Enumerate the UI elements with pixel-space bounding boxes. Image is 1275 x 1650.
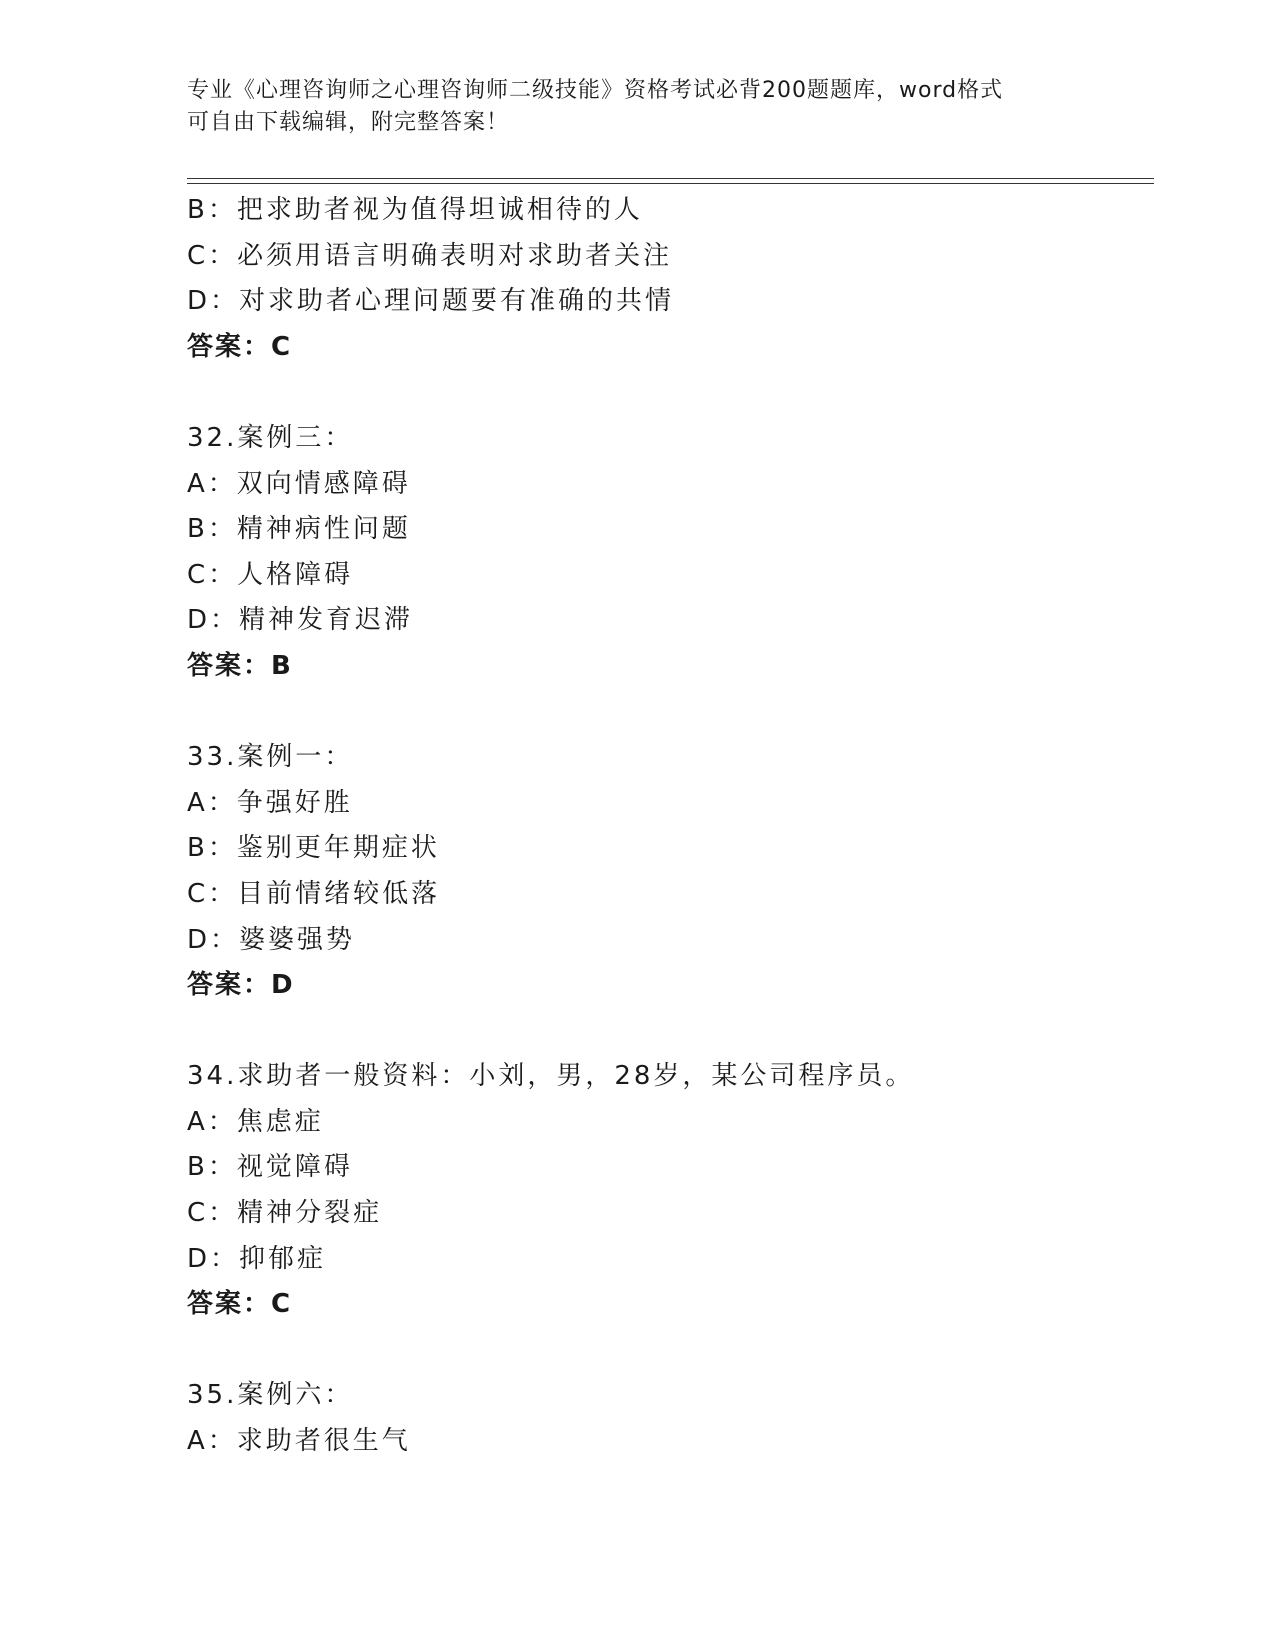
option-d: D：抑郁症 — [187, 1243, 327, 1274]
answer-label: 答案：D — [187, 970, 295, 1001]
option-c: C：目前情绪较低落 — [187, 878, 441, 909]
header-line-2: 可自由下载编辑，附完整答案！ — [187, 110, 510, 135]
answer-label: 答案：B — [187, 650, 293, 681]
answer-label: 答案：C — [187, 1289, 293, 1320]
header-line-1: 专业《心理咨询师之心理咨询师二级技能》资格考试必背200题题库，word格式 — [187, 78, 1004, 103]
question-list — [187, 188, 1147, 1465]
option-b: B：把求助者视为值得坦诚相待的人 — [187, 195, 643, 225]
spacer — [187, 1328, 1147, 1374]
option-d: D：婆婆强势 — [187, 924, 356, 955]
question-block — [187, 1373, 1147, 1464]
option-d: D：对求助者心理问题要有准确的共情 — [187, 286, 675, 317]
spacer — [187, 1009, 1147, 1055]
question-title: 35.案例六： — [187, 1380, 354, 1411]
option-c: C：人格障碍 — [187, 559, 354, 590]
option-a: A：焦虑症 — [187, 1106, 324, 1137]
option-c: C：精神分裂症 — [187, 1198, 383, 1229]
question-title: 32.案例三： — [187, 422, 354, 453]
question-title: 34.求助者一般资料：小刘，男，28岁，某公司程序员。 — [187, 1061, 915, 1092]
question-block — [187, 1054, 1147, 1328]
header-divider-top — [187, 178, 1154, 179]
option-b: B：精神病性问题 — [187, 514, 411, 545]
question-title: 33.案例一： — [187, 742, 354, 773]
option-d: D：精神发育迟滞 — [187, 605, 414, 636]
option-a: A：求助者很生气 — [187, 1426, 411, 1457]
option-b: B：鉴别更年期症状 — [187, 833, 440, 864]
question-block — [187, 735, 1147, 1009]
spacer — [187, 370, 1147, 416]
question-block — [187, 188, 1147, 370]
option-b: B：视觉障碍 — [187, 1152, 353, 1183]
document-header — [187, 75, 1087, 139]
option-a: A：争强好胜 — [187, 787, 353, 818]
header-divider-bottom — [187, 183, 1154, 184]
answer-label: 答案：C — [187, 331, 293, 362]
spacer — [187, 690, 1147, 736]
option-c: C：必须用语言明确表明对求助者关注 — [187, 240, 673, 271]
question-block — [187, 416, 1147, 690]
option-a: A：双向情感障碍 — [187, 468, 411, 499]
